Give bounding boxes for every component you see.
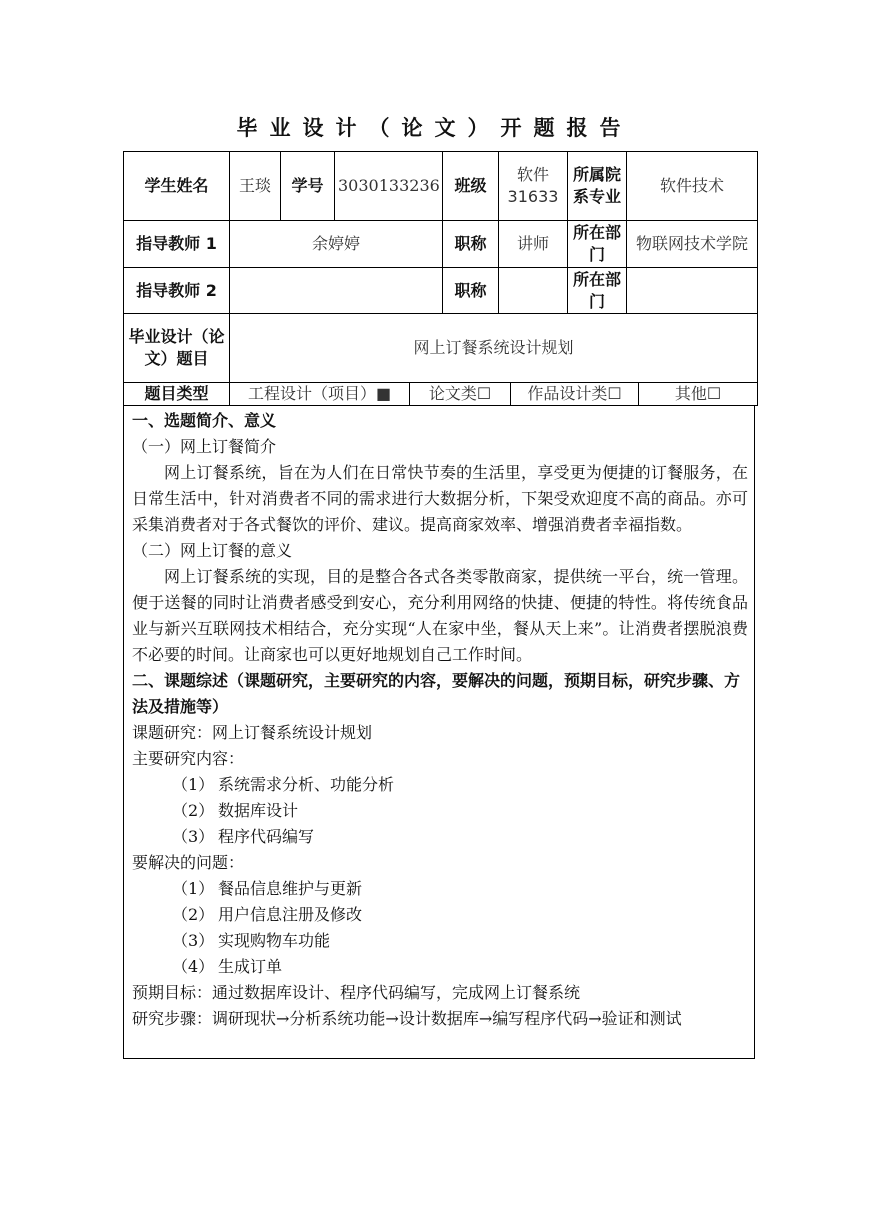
type-option-work-design: 作品设计类☐	[510, 383, 638, 405]
advisor1-value: 余婷婷	[230, 221, 443, 268]
list-item-text: 实现购物车功能	[218, 931, 331, 950]
unit2-value	[627, 268, 758, 314]
problems-label: 要解决的问题：	[132, 853, 245, 872]
table-row	[124, 221, 758, 268]
section1-paragraph-1: 网上订餐系统，旨在为人们在日常快节奏的生活里，享受更为便捷的订餐服务，在日常生活中，针对消费者不同的需求进行大数据分析，下架受欢迎度不高的商品。亦可采集消费者对于各式餐饮的评价、建议。提高商家效率、增强消费者幸福指数。	[132, 463, 748, 534]
table-row	[124, 314, 758, 383]
expected-goal: 预期目标：通过数据库设计、程序代码编写，完成网上订餐系统	[132, 983, 581, 1002]
section1-heading: 一、选题简介、意义	[132, 411, 277, 430]
list-item	[132, 928, 754, 954]
advisor2-label: 指导教师 2	[124, 268, 230, 314]
list-item-number: （3）	[172, 931, 215, 950]
student-id-label: 学号	[281, 152, 335, 221]
topic-label: 毕业设计（论文）题目	[124, 314, 230, 383]
student-name-value: 王琰	[230, 152, 281, 221]
research-topic: 课题研究：网上订餐系统设计规划	[132, 723, 373, 742]
list-item-number: （1）	[172, 775, 215, 794]
type-label: 题目类型	[124, 383, 230, 406]
list-item	[132, 824, 754, 850]
list-item	[132, 902, 754, 928]
student-id-value: 3030133236	[335, 152, 443, 221]
unit1-value: 物联网技术学院	[627, 221, 758, 268]
class-label: 班级	[443, 152, 499, 221]
list-item	[132, 876, 754, 902]
table-row	[124, 383, 758, 406]
dept-value: 软件技术	[627, 152, 758, 221]
type-option-other: 其他☐	[638, 383, 757, 405]
class-value: 软件31633	[499, 152, 568, 221]
type-option-thesis: 论文类☐	[409, 383, 510, 405]
list-item-number: （2）	[172, 801, 215, 820]
list-item-text: 用户信息注册及修改	[218, 905, 363, 924]
title2-label: 职称	[443, 268, 499, 314]
page-title: 毕业设计（论文）开题报告	[236, 116, 633, 140]
list-item	[132, 772, 754, 798]
student-name-label: 学生姓名	[124, 152, 230, 221]
main-content-label: 主要研究内容：	[132, 749, 245, 768]
type-option-engineering: 工程设计（项目）■	[247, 384, 392, 403]
title2-value	[499, 268, 568, 314]
research-steps: 研究步骤：调研现状→分析系统功能→设计数据库→编写程序代码→验证和测试	[132, 1009, 682, 1028]
list-item-number: （3）	[172, 827, 215, 846]
advisor1-label: 指导教师 1	[124, 221, 230, 268]
table-row	[124, 268, 758, 314]
list-item-text: 生成订单	[218, 957, 283, 976]
title1-label: 职称	[443, 221, 499, 268]
topic-value: 网上订餐系统设计规划	[230, 314, 758, 383]
content-box	[123, 405, 755, 1059]
list-item-number: （2）	[172, 905, 215, 924]
list-item-text: 数据库设计	[218, 801, 299, 820]
advisor2-value	[230, 268, 443, 314]
section1-subheading-1: （一）网上订餐简介	[132, 437, 277, 456]
section1-paragraph-2: 网上订餐系统的实现，目的是整合各式各类零散商家，提供统一平台，统一管理。便于送餐的同时让消费者感受到安心，充分利用网络的快捷、便捷的特性。将传统食品业与新兴互联网技术相结合，充分实现“人在家中坐，餐从天上来”。让消费者摆脱浪费不必要的时间。让商家也可以更好地规划自己工作时间。	[132, 567, 748, 664]
list-item	[132, 798, 754, 824]
unit1-label: 所在部门	[568, 221, 627, 268]
section1-subheading-2: （二）网上订餐的意义	[132, 541, 293, 560]
info-table	[123, 151, 758, 406]
list-item-number: （1）	[172, 879, 215, 898]
dept-label: 所属院系专业	[568, 152, 627, 221]
title1-value: 讲师	[499, 221, 568, 268]
list-item	[132, 954, 754, 980]
type-options	[230, 383, 758, 406]
list-item-number: （4）	[172, 957, 215, 976]
list-item-text: 餐品信息维护与更新	[218, 879, 363, 898]
list-item-text: 程序代码编写	[218, 827, 315, 846]
list-item-text: 系统需求分析、功能分析	[218, 775, 395, 794]
table-row	[124, 152, 758, 221]
section2-heading: 二、课题综述（课题研究，主要研究的内容，要解决的问题，预期目标，研究步骤、方法及措施等）	[132, 671, 741, 716]
unit2-label: 所在部门	[568, 268, 627, 314]
